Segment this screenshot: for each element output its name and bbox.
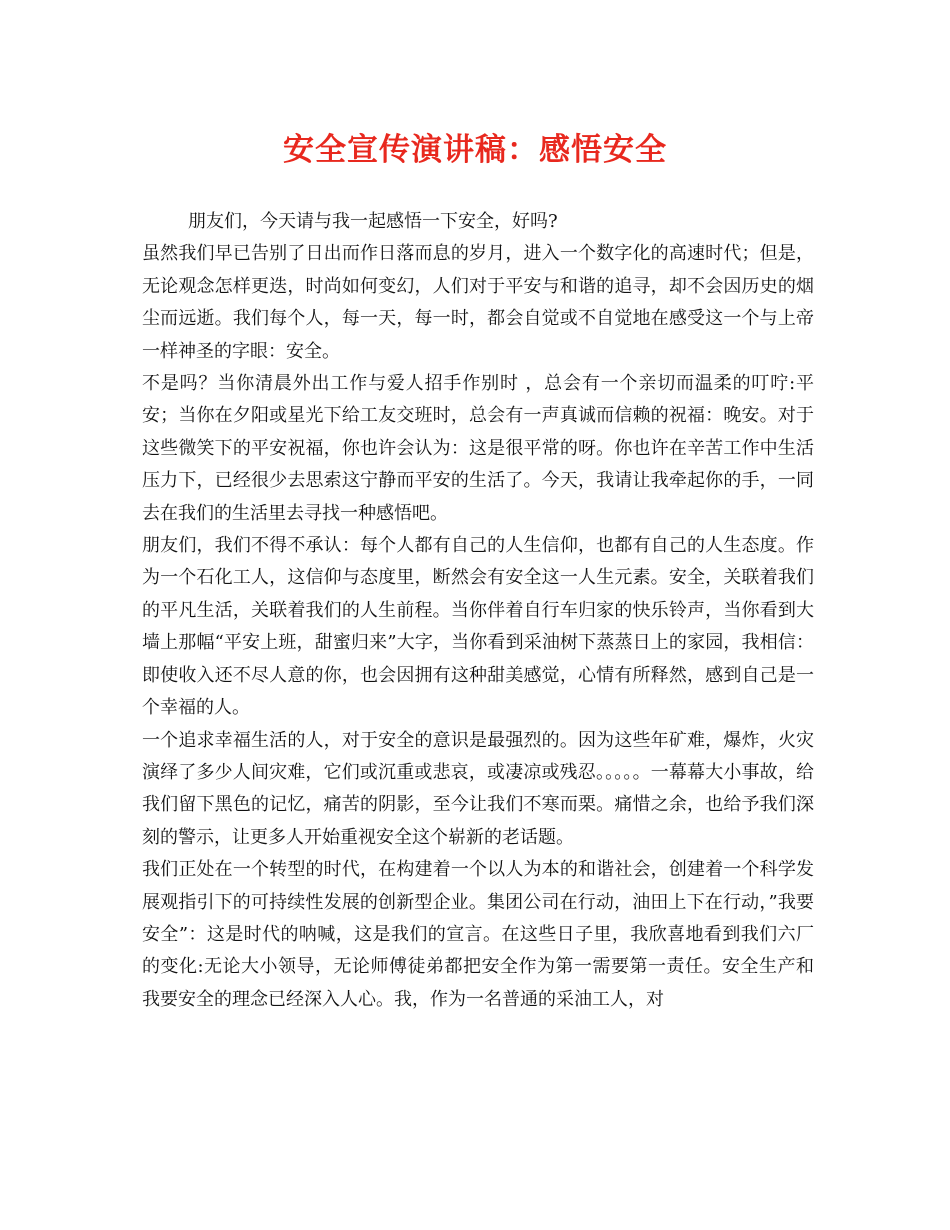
paragraph: 不是吗？当你清晨外出工作与爱人招手作别时 ，总会有一个亲切而温柔的叮咛:平安；当你在夕阳或星光下给工友交班时，总会有一声真诚而信赖的祝福：晚安。对于这些微笑下的平安祝福，你也许会认为：这是很平常的呀。你也许在辛苦工作中生活压力下，已经很少去思索这宁静而平安的生活了。今天，我请让我牵起你的手，一同去在我们的生活里去寻找一种感悟吧。 bbox=[142, 373, 814, 524]
document-body bbox=[142, 206, 814, 1016]
paragraph: 一个追求幸福生活的人，对于安全的意识是最强烈的。因为这些年矿难，爆炸，火灾演绎了多少人间灾难，它们或沉重或悲哀，或凄凉或残忍。。。。。一幕幕大小事故，给我们留下黑色的记忆，痛苦的阴影，至今让我们不寒而栗。痛惜之余，也给予我们深刻的警示，让更多人开始重视安全这个崭新的老话题。 bbox=[142, 729, 814, 848]
paragraph-greeting: 朋友们，今天请与我一起感悟一下安全，好吗? bbox=[188, 211, 558, 232]
paragraph: 我们正处在一个转型的时代，在构建着一个以人为本的和谐社会，创建着一个科学发展观指引下的可持续性发展的创新型企业。集团公司在行动，油田上下在行动，”我要安全”：这是时代的呐喊，这是我们的宣言。在这些日子里，我欣喜地看到我们六厂的变化:无论大小领导，无论师傅徒弟都把安全作为第一需要第一责任。安全生产和我要安全的理念已经深入人心。我，作为一名普通的采油工人，对 bbox=[142, 859, 814, 1010]
paragraph: 虽然我们早已告别了日出而作日落而息的岁月，进入一个数字化的高速时代；但是，无论观念怎样更迭，时尚如何变幻，人们对于平安与和谐的追寻，却不会因历史的烟尘而远逝。我们每个人，每一天，每一时，都会自觉或不自觉地在感受这一个与上帝一样神圣的字眼：安全。 bbox=[142, 243, 814, 362]
document-title: 安全宣传演讲稿：感悟安全 bbox=[283, 132, 667, 168]
paragraph: 朋友们，我们不得不承认：每个人都有自己的人生信仰，也都有自己的人生态度。作为一个石化工人，这信仰与态度里，断然会有安全这一人生元素。安全，关联着我们的平凡生活，关联着我们的人生前程。当你伴着自行车归家的快乐铃声，当你看到大墙上那幅“平安上班，甜蜜归来”大字，当你看到采油树下蒸蒸日上的家园，我相信：即使收入还不尽人意的你，也会因拥有这种甜美感觉，心情有所释然，感到自己是一个幸福的人。 bbox=[142, 535, 814, 719]
